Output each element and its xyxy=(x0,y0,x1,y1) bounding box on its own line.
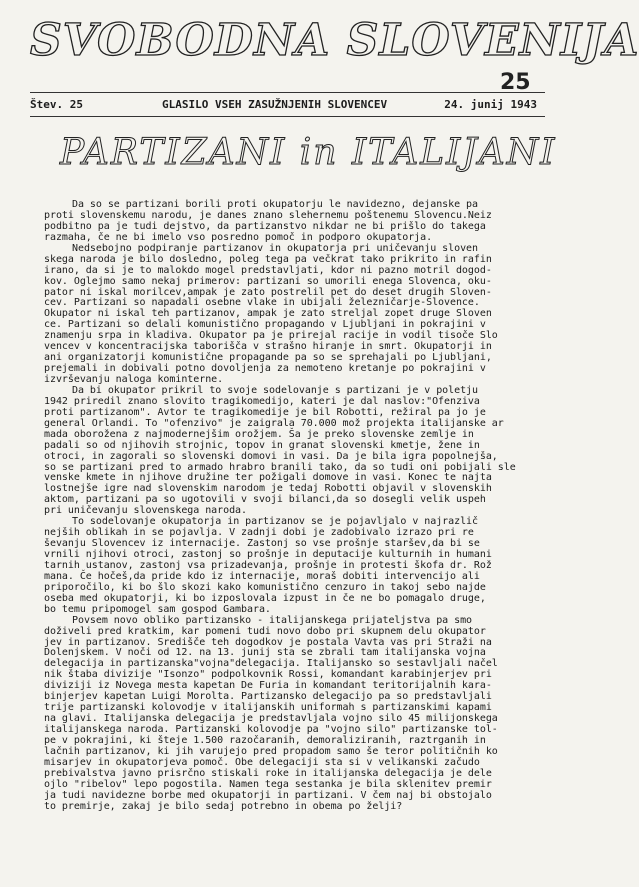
article-line: razmaha, če ne bi imelo vso posredno pomoč in podporo okupatorja. xyxy=(44,231,433,243)
masthead-info-line xyxy=(30,96,545,114)
article-line: proti partizanom". Avtor te tragikomedije je bil Robotti, režiral pa jo je xyxy=(44,406,486,418)
issue-mark: 25 xyxy=(500,70,531,95)
article-line: izvrševanju naloga kominterne. xyxy=(44,374,224,385)
article-line: irano, da si je to malokdo mogel predstavljati, kdor ni pazno motril dogod- xyxy=(44,264,492,276)
article-line: oseba med okupatorji, ki bo izposlovala izpust in če ne bo pomagalo druge, xyxy=(44,592,486,604)
article-line: vrnili njihovi otroci, zastonj so prošnje in deputacije kulturnih in humani xyxy=(44,549,492,560)
article-line: padali so od njihovih strojnic, topov in granat slovenski kmetje, žene in xyxy=(44,439,480,451)
article-line: italijanskega naroda. Partizanski kolovodje pa "vojno silo" partizanske tol- xyxy=(44,724,498,735)
article-line: pe v pokrajini, ki šteje 1.500 razočaranih, demoraliziranih, raztrganih in xyxy=(44,734,486,746)
article-line: to premirje, zakaj je bilo sedaj potrebno in obema po želji? xyxy=(44,800,403,812)
article-line: podbitno pa je tudi dejstvo, da partizanstvo nikdar ne bi prišlo do takega xyxy=(44,220,486,232)
masthead-subtitle: GLASILO VSEH ZASUŽNJENIH SLOVENCEV xyxy=(162,98,388,111)
article-line: lostnejše igre nad slovenskim narodom je tedaj Robotti objavil v slovenskih xyxy=(44,483,492,495)
article-line: diviziji iz Novega mesta kapetan De Furia in komandant teritorijalnih kara- xyxy=(44,680,492,692)
article-line: aktom, partizani pa so ugotovili v svoji bilanci,da so dosegli velik uspeh xyxy=(44,494,486,506)
article-line: kov. Oglejmo samo nekaj primerov: partizani so umorili enega Slovenca, oku- xyxy=(44,275,492,287)
article-line: bo temu pripomogel sam gospod Gambara. xyxy=(44,603,271,615)
top-rule xyxy=(30,92,545,93)
article-line: priporočilo, ki bo šlo skozi kako komunistično cenzuro in takoj sebo najde xyxy=(44,581,486,593)
article-line: Povsem novo obliko partizansko - italijanskega prijateljstva pa smo xyxy=(72,614,473,626)
article-line: binjerjev kapetan Luigi Morolta. Partizansko delegacijo pa so predstavljali xyxy=(44,691,492,703)
article-line: lačnih partizanov, ki jih varujejo pred propadom samo še teror političnih ko xyxy=(44,745,498,757)
article-line: Nedsebojno podpiranje partizanov in okupatorja pri uničevanju sloven xyxy=(72,242,478,254)
article-line: vencev v koncentracijska taborišča v strašno hiranje in smrt. Okupatorji in xyxy=(44,341,492,353)
issue-date: 24. junij 1943 xyxy=(444,98,537,111)
bottom-rule xyxy=(30,116,545,117)
article-line: nejših oblikah in se pojavlja. V zadnji dobi je zadobivalo izrazo pri re xyxy=(44,527,474,539)
article-line: To sodelovanje okupatorja in partizanov se je pojavljalo v najrazlič xyxy=(72,516,478,528)
article-line: ani organizatorji komunistične propagande pa so se sprehajali po Ljubljani, xyxy=(44,352,492,364)
article-line: tarnih ustanov, zastonj vsa prizadevanja, prošnje in protesti škofa dr. Rož xyxy=(44,559,492,571)
article-line: venske kmete in njihove družine ter požigali domove in vasi. Konec te najta xyxy=(44,472,492,484)
article-line: misarjev in okupatorjeva pomoč. Obe delegaciji sta si v velikanski začudo xyxy=(44,756,480,768)
article-line: so se partizani pred to armado hrabro branili tako, da so tudi oni pobijali sle xyxy=(44,461,516,473)
masthead xyxy=(0,0,639,150)
article-line: ja tudi navidezne borbe med okupatorji in partizani. V čem naj bi obstojalo xyxy=(44,789,492,801)
article-line: Dolenjskem. V noči od 12. na 13. junij sta se zbrali tam italijanska vojna xyxy=(44,647,486,659)
article-headline: PARTIZANI in ITALIJANI xyxy=(60,132,557,173)
article-body xyxy=(44,200,554,880)
article-line: general Orlandi. To "ofenzivo" je zaigrala 70.000 mož projekta italijanske ar xyxy=(44,417,504,429)
article-line: skega naroda je bilo dosledno, poleg tega pa večkrat tako prikrito in rafin xyxy=(44,253,492,265)
article-line: ševanju Slovencev iz internacije. Zastonj so vse prošnje staršev,da bi se xyxy=(44,538,480,550)
article-line: Okupator ni iskal teh partizanov, ampak je zato streljal zopet druge Sloven xyxy=(44,308,492,320)
article-line: Da so se partizani borili proti okupatorju le navidezno, dejanske pa xyxy=(72,199,478,210)
article-line: 1942 priredil znano slovito tragikomedijo, kateri je dal naslov:"Ofenziva xyxy=(44,395,480,407)
article-line: nik štaba divizije "Isonzo" podpolkovnik Rossi, komandant karabinjerjev pri xyxy=(44,669,492,681)
article-line: ojlo "ribelov" lepo pogostila. Namen tega sestanka je bila sklenitev premir xyxy=(44,778,492,790)
article-line: Da bi okupator prikril to svoje sodelovanje s partizani je v poletju xyxy=(72,384,478,396)
article-line: delegacija in partizanska"vojna"delegacija. Italijansko so sestavljali načel xyxy=(44,658,498,670)
article-line: prejemali in dobivali potno dovoljenja za nemoteno kretanje po pokrajini v xyxy=(44,363,486,375)
article-line: prebivalstva javno prisrčno stiskali roke in italijanska delegacija je dele xyxy=(44,767,492,779)
article-line: na glavi. Italijanska delegacija je predstavljala vojno silo 45 milijonskega xyxy=(44,713,498,725)
newspaper-title: SVOBODNA SLOVENIJA xyxy=(30,15,639,66)
article-line: mada oborožena z najmodernejšim orožjem. Ša je preko slovenske zemlje in xyxy=(44,428,474,440)
article-line: pri uničevanju slovenskega naroda. xyxy=(44,505,247,517)
article-line: mana. Če hočeš,da pride kdo iz internacije, moraš dobiti intervencijo ali xyxy=(44,570,480,582)
issue-number: Štev. 25 xyxy=(30,98,83,111)
article-line: cev. Partizani so napadali osebne vlake in ubijali železničarje-Slovence. xyxy=(44,297,480,309)
article-line: proti slovenskemu narodu, je danes znano slehernemu poštenemu Slovencu.Neiz xyxy=(44,209,492,221)
article-line: trije partizanski kolovodje v italijanskih uniformah s partizanskimi kapami xyxy=(44,702,492,714)
article-line: pator ni iskal morilcev,ampak je zato postrelil pet do deset drugih Sloven- xyxy=(44,286,492,298)
article-line: doživeli pred kratkim, kar pomeni tudi novo dobo pri skupnem delu okupator xyxy=(44,625,486,637)
article-line: ce. Partizani so delali komunistično propagando v Ljubljani in pokrajini v xyxy=(44,319,486,331)
article-line: otroci, in zagorali so slovenski domovi in vasi. Da je bila igra popolnejša, xyxy=(44,450,498,462)
article-line: znamenju srpa in kladiva. Okupator pa je prirejal racije in vodil tisoče Slo xyxy=(44,330,498,342)
article-line: jev in partizanov. Središče teh dogodkov je postala Vavta vas pri Straži na xyxy=(44,636,492,648)
